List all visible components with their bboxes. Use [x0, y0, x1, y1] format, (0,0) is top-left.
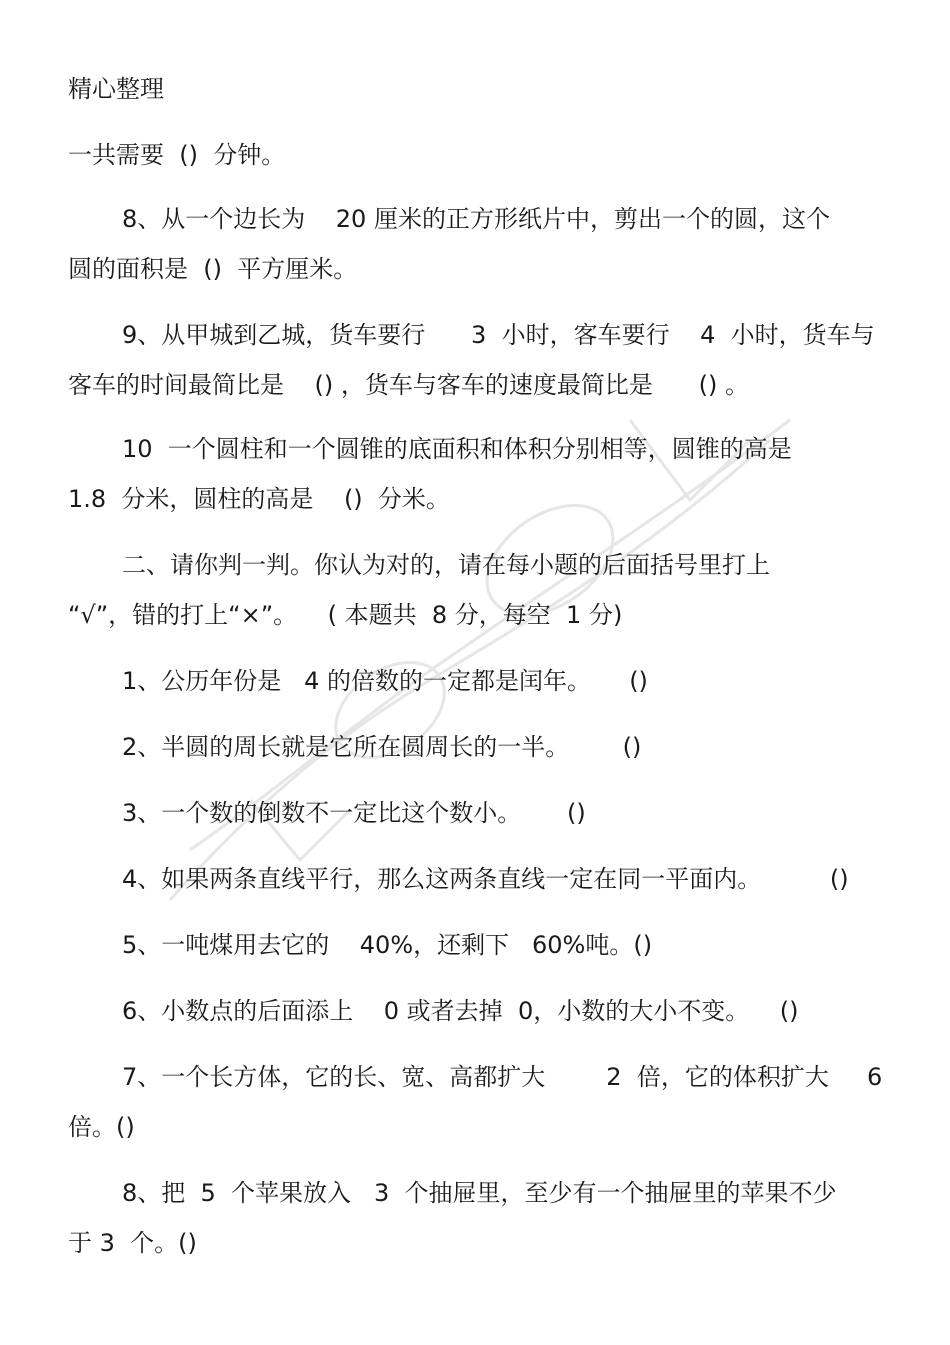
- judge-item-7-line2: 倍。(): [68, 1113, 135, 1141]
- judge-item-8-line1: 8、把 5 个苹果放入 3 个抽屉里，至少有一个抽屉里的苹果不少: [122, 1179, 837, 1207]
- judge-item-2: 2、半圆的周长就是它所在圆周长的一半。 (): [122, 733, 642, 761]
- judge-item-3: 3、一个数的倒数不一定比这个数小。 (): [122, 799, 586, 827]
- section-two-heading-line2: “√”，错的打上“×”。 ( 本题共 8 分，每空 1 分): [68, 601, 623, 629]
- section-two-heading-line1: 二、请你判一判。你认为对的，请在每小题的后面括号里打上: [122, 551, 770, 579]
- question-8-line2: 圆的面积是 () 平方厘米。: [68, 255, 358, 283]
- question-7-tail: 一共需要 () 分钟。: [68, 141, 286, 169]
- judge-item-7-line1: 7、一个长方体，它的长、宽、高都扩大 2 倍，它的体积扩大 6: [122, 1063, 883, 1091]
- judge-item-8-line2: 于 3 个。(): [68, 1229, 197, 1257]
- watermark-graphic: [130, 380, 830, 940]
- question-8-line1: 8、从一个边长为 20 厘米的正方形纸片中，剪出一个的圆，这个: [122, 205, 830, 233]
- question-10-line2: 1.8 分米，圆柱的高是 () 分米。: [68, 485, 450, 513]
- judge-item-5: 5、一吨煤用去它的 40%，还剩下 60%吨。(): [122, 931, 653, 959]
- question-9-line1: 9、从甲城到乙城，货车要行 3 小时，客车要行 4 小时，货车与: [122, 321, 875, 349]
- question-10-line1: 10 一个圆柱和一个圆锥的底面积和体积分别相等，圆锥的高是: [122, 435, 792, 463]
- judge-item-1: 1、公历年份是 4 的倍数的一定都是闰年。 (): [122, 667, 648, 695]
- judge-item-4: 4、如果两条直线平行，那么这两条直线一定在同一平面内。 (): [122, 865, 849, 893]
- judge-item-6: 6、小数点的后面添上 0 或者去掉 0，小数的大小不变。 (): [122, 997, 799, 1025]
- question-9-line2: 客车的时间最简比是 () ，货车与客车的速度最简比是 () 。: [68, 371, 749, 399]
- page-header-label: 精心整理: [68, 75, 164, 103]
